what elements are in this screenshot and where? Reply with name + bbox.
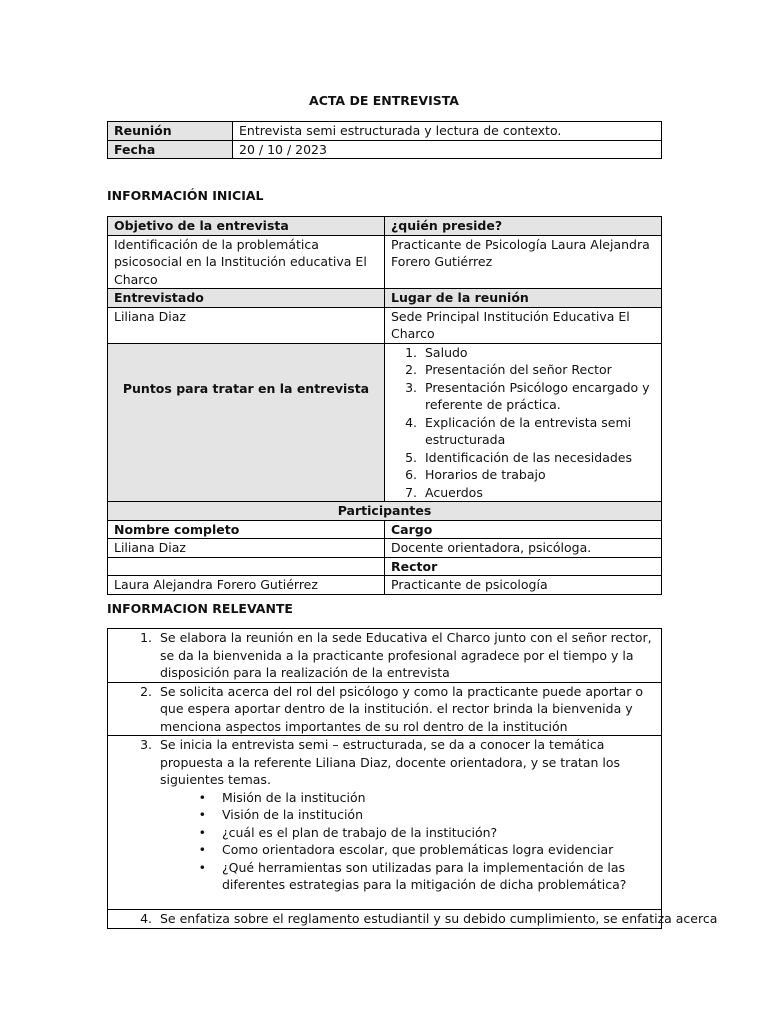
- punto-number: 1.: [405, 344, 417, 360]
- punto-item: [393, 484, 655, 502]
- relevante-item: [108, 683, 653, 736]
- punto-number: 7.: [405, 484, 417, 500]
- bullet-icon: •: [198, 789, 206, 805]
- relevante-item: [108, 910, 718, 928]
- topic-text: ¿Qué herramientas son utilizadas para la implementación de las diferentes estrategias para la mitigación de dicha problemática?: [222, 859, 627, 892]
- topic-bullet-item: [160, 841, 653, 859]
- relevante-item-cell: [108, 910, 718, 929]
- puntos-list-cell: [385, 343, 662, 502]
- punto-number: 6.: [405, 467, 417, 482]
- relevante-item-cell: [108, 736, 662, 910]
- table-row: [108, 217, 662, 236]
- relevante-item: [108, 736, 653, 894]
- lugar-value: Sede Principal Institución Educativa El Charco: [385, 307, 662, 343]
- table-row: [108, 502, 662, 521]
- item-text: Se solicita acerca del rol del psicólogo y como la practicante puede aportar o que espera aportar dentro de la institución. el rector brinda la bienvenida y menciona aspectos importantes de su rol dentro de la institución: [160, 683, 644, 734]
- participant-cargo: Practicante de psicología: [385, 576, 662, 595]
- table-row: [108, 343, 662, 502]
- relevante-item-cell: [108, 629, 662, 683]
- participant-name: [108, 557, 385, 576]
- bullet-icon: •: [198, 859, 206, 875]
- fecha-label: Fecha: [108, 140, 233, 159]
- cargo-label: Cargo: [385, 520, 662, 539]
- item-number: 1.: [140, 630, 152, 645]
- table-row: [108, 289, 662, 308]
- table-row: [108, 736, 662, 910]
- document-title: ACTA DE ENTREVISTA: [309, 93, 459, 108]
- punto-number: 4.: [405, 414, 417, 430]
- punto-item: [393, 361, 655, 379]
- participant-cargo: Rector: [385, 557, 662, 576]
- table-row: [108, 122, 662, 141]
- entrevistado-label: Entrevistado: [108, 289, 385, 308]
- table-row: [108, 557, 662, 576]
- punto-item: [393, 414, 655, 449]
- topic-text: Visión de la institución: [222, 807, 364, 822]
- relevante-item: [108, 629, 653, 682]
- topic-text: Como orientadora escolar, que problemáticas logra evidenciar: [222, 842, 614, 857]
- item-number: 4.: [140, 911, 152, 926]
- topic-bullet-item: [160, 859, 653, 894]
- nombre-label: Nombre completo: [108, 520, 385, 539]
- table-row: [108, 539, 662, 558]
- info-relevante-heading: INFORMACION RELEVANTE: [107, 601, 293, 616]
- topic-text: Misión de la institución: [222, 789, 366, 805]
- lugar-label: Lugar de la reunión: [385, 289, 662, 308]
- punto-text: Horarios de trabajo: [425, 467, 546, 482]
- punto-text: Explicación de la entrevista semi estructurada: [425, 414, 632, 447]
- punto-number: 5.: [405, 449, 417, 465]
- participantes-label: Participantes: [108, 502, 662, 521]
- preside-value: Practicante de Psicología Laura Alejandra Forero Gutiérrez: [385, 235, 662, 289]
- reunion-label: Reunión: [108, 122, 233, 141]
- table-row: [108, 576, 662, 595]
- punto-text: Saludo: [425, 344, 468, 360]
- participant-name: Laura Alejandra Forero Gutiérrez: [108, 576, 385, 595]
- table-row: [108, 910, 662, 929]
- topics-bullet-list: [160, 789, 653, 894]
- punto-item: [393, 466, 655, 484]
- topic-bullet-item: [160, 824, 653, 842]
- participant-name: Liliana Diaz: [108, 539, 385, 558]
- table-row: [108, 140, 662, 159]
- info-inicial-heading: INFORMACIÓN INICIAL: [107, 188, 264, 203]
- item-text: Se elabora la reunión en la sede Educativa el Charco junto con el señor rector, se da la bienvenida a la practicante profesional agradece por el tiempo y la disposición para la realización de la entrevista: [160, 630, 652, 680]
- item-number: 2.: [140, 683, 152, 699]
- bullet-icon: •: [198, 842, 206, 857]
- punto-number: 2.: [405, 362, 417, 377]
- meeting-header-table: [107, 121, 662, 159]
- preside-label: ¿quién preside?: [385, 217, 662, 236]
- objetivo-label: Objetivo de la entrevista: [108, 217, 385, 236]
- punto-text: Presentación Psicólogo encargado y referente de práctica.: [425, 379, 650, 412]
- info-relevante-table: [107, 628, 718, 929]
- fecha-value: 20 / 10 / 2023: [233, 140, 662, 159]
- bullet-icon: •: [198, 824, 206, 840]
- table-row: [108, 307, 662, 343]
- entrevistado-value: Liliana Diaz: [108, 307, 385, 343]
- table-row: [108, 682, 662, 736]
- punto-item: [393, 344, 655, 362]
- objetivo-value: Identificación de la problemática psicosocial en la Institución educativa El Charco: [108, 235, 385, 289]
- punto-item: [393, 379, 655, 414]
- punto-text: Identificación de las necesidades: [425, 449, 633, 465]
- item-text: Se inicia la entrevista semi – estructurada, se da a conocer la temática propuesta a la referente Liliana Diaz, docente orientadora, y se tratan los siguientes temas.: [160, 737, 621, 787]
- table-row: [108, 629, 662, 683]
- puntos-list: [393, 344, 655, 502]
- punto-number: 3.: [405, 379, 417, 395]
- item-number: 3.: [140, 737, 152, 752]
- table-row: [108, 235, 662, 289]
- item-text: Se enfatiza sobre el reglamento estudiantil y su debido cumplimiento, se enfatiza acerca: [160, 911, 718, 926]
- punto-text: Presentación del señor Rector: [425, 362, 612, 377]
- topic-text: ¿cuál es el plan de trabajo de la institución?: [222, 824, 498, 840]
- relevante-item-cell: [108, 682, 662, 736]
- puntos-label: Puntos para tratar en la entrevista: [108, 343, 385, 502]
- table-row: [108, 520, 662, 539]
- punto-item: [393, 449, 655, 467]
- reunion-value: Entrevista semi estructurada y lectura de contexto.: [233, 122, 662, 141]
- participant-cargo: Docente orientadora, psicóloga.: [385, 539, 662, 558]
- bullet-icon: •: [198, 807, 206, 822]
- topic-bullet-item: [160, 806, 653, 824]
- info-inicial-table: [107, 216, 662, 595]
- punto-text: Acuerdos: [425, 484, 483, 500]
- topic-bullet-item: [160, 789, 653, 807]
